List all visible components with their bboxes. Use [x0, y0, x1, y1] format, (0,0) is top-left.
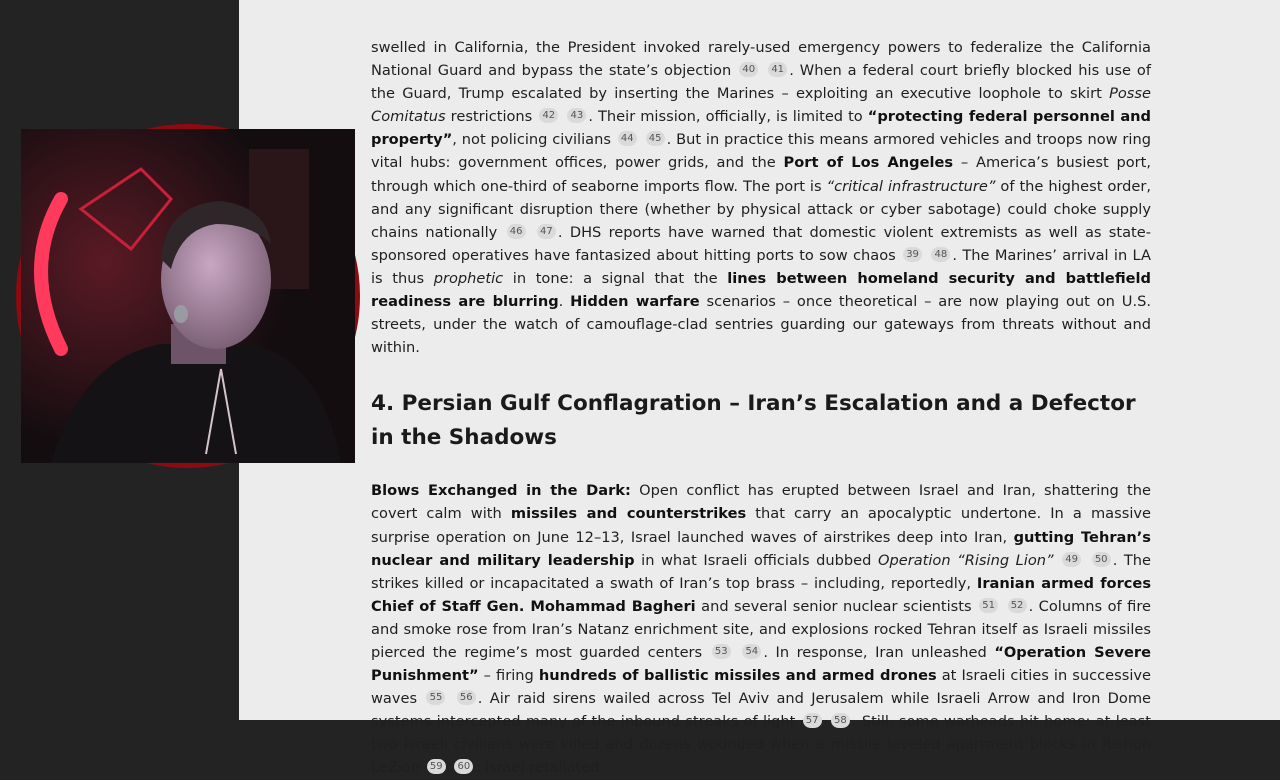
- citation-ref[interactable]: 58: [831, 713, 850, 728]
- citation-ref[interactable]: 50: [1092, 552, 1111, 567]
- citation-ref[interactable]: 56: [457, 690, 476, 705]
- paragraph-national-guard: swelled in California, the President invoked rarely-used emergency powers to federalize the California National Guard and bypass the state’s objection 40 41 . When a federal court briefly blocked his use of the Guard, Trump escalated by inserting the Marines – exploiting an executive loophole to skirt Posse Comitatus restrictions 42 43 . Their mission, officially, is limited to “protecting federal personnel and property”, not policing civilians 44 45 . But in practice this means armored vehicles and troops now ring vital hubs: government offices, power grids, and the Port of Los Angeles – America’s busiest port, through which one-third of seaborne imports flow. The port is “critical infrastructure” of the highest order, and any significant disruption there (whether by physical attack or cyber sabotage) could choke supply chains nationally 46 47 . DHS reports have warned that domestic violent extremists as well as state-sponsored operatives have fantasized about hitting ports to sow chaos 39 48 . The Marines’ arrival in LA is thus prophetic in tone: a signal that the lines between homeland security and battlefield readiness are blurring. Hidden warfare scenarios – once theoretical – are now playing out on U.S. streets, under the watch of camouflage-clad sentries guarding our gateways from threats without and within.: [371, 39, 1152, 357]
- citation-ref[interactable]: 40: [739, 62, 758, 77]
- paragraph-blows-exchanged: Blows Exchanged in the Dark: Open conflict has erupted between Israel and Iran, shattering the covert calm with missiles and counterstrikes that carry an apocalyptic undertone. In a massive surprise operation on June 12–13, Israel launched waves of airstrikes deep into Iran, gutting Tehran’s nuclear and military leadership in what Israeli officials dubbed Operation “Rising Lion” 49 50 . The strikes killed or incapacitated a swath of Iran’s top brass – including, reportedly, Iranian armed forces Chief of Staff Gen. Mohammad Bagheri and several senior nuclear scientists 51 52 . Columns of fire and smoke rose from Iran’s Natanz enrichment site, and explosions rocked Tehran itself as Israeli missiles pierced the regime’s most guarded centers 53 54 . In response, Iran unleashed “Operation Severe Punishment” – firing hundreds of ballistic missiles and armed drones at Israeli cities in successive waves 55 56 . Air raid sirens wailed across Tel Aviv and Jerusalem while Israeli Arrow and Iron Dome systems intercepted many of the inbound streaks of light 57 58 . Still, some warheads hit home: at least two Israeli civilians were killed and dozens wounded when a missile leveled apartment blocks in Rishon LeZion 59 60 . Israel retaliated: [371, 482, 1152, 777]
- citation-ref[interactable]: 41: [768, 62, 787, 77]
- streamer-webcam-overlay: [16, 124, 360, 468]
- citation-ref[interactable]: 42: [539, 108, 558, 123]
- citation-ref[interactable]: 57: [803, 713, 822, 728]
- citation-ref[interactable]: 44: [618, 131, 637, 146]
- citation-ref[interactable]: 54: [742, 644, 761, 659]
- citation-ref[interactable]: 47: [537, 224, 556, 239]
- citation-ref[interactable]: 49: [1062, 552, 1081, 567]
- webcam-person-illustration: [21, 129, 355, 463]
- section-heading: 4. Persian Gulf Conflagration – Iran’s Escalation and a Defector in the Shadows: [371, 391, 1136, 451]
- citation-ref[interactable]: 48: [931, 247, 950, 262]
- citation-ref[interactable]: 45: [646, 131, 665, 146]
- citation-ref[interactable]: 39: [903, 247, 922, 262]
- citation-ref[interactable]: 59: [427, 759, 446, 774]
- citation-ref[interactable]: 43: [567, 108, 586, 123]
- citation-ref[interactable]: 53: [712, 644, 731, 659]
- document-content: [371, 36, 1151, 780]
- citation-ref[interactable]: 60: [454, 759, 473, 774]
- document-page: [239, 0, 1280, 777]
- citation-ref[interactable]: 55: [426, 690, 445, 705]
- citation-ref[interactable]: 51: [979, 598, 998, 613]
- citation-ref[interactable]: 52: [1008, 598, 1027, 613]
- earbud-icon: [174, 305, 188, 323]
- citation-ref[interactable]: 46: [507, 224, 526, 239]
